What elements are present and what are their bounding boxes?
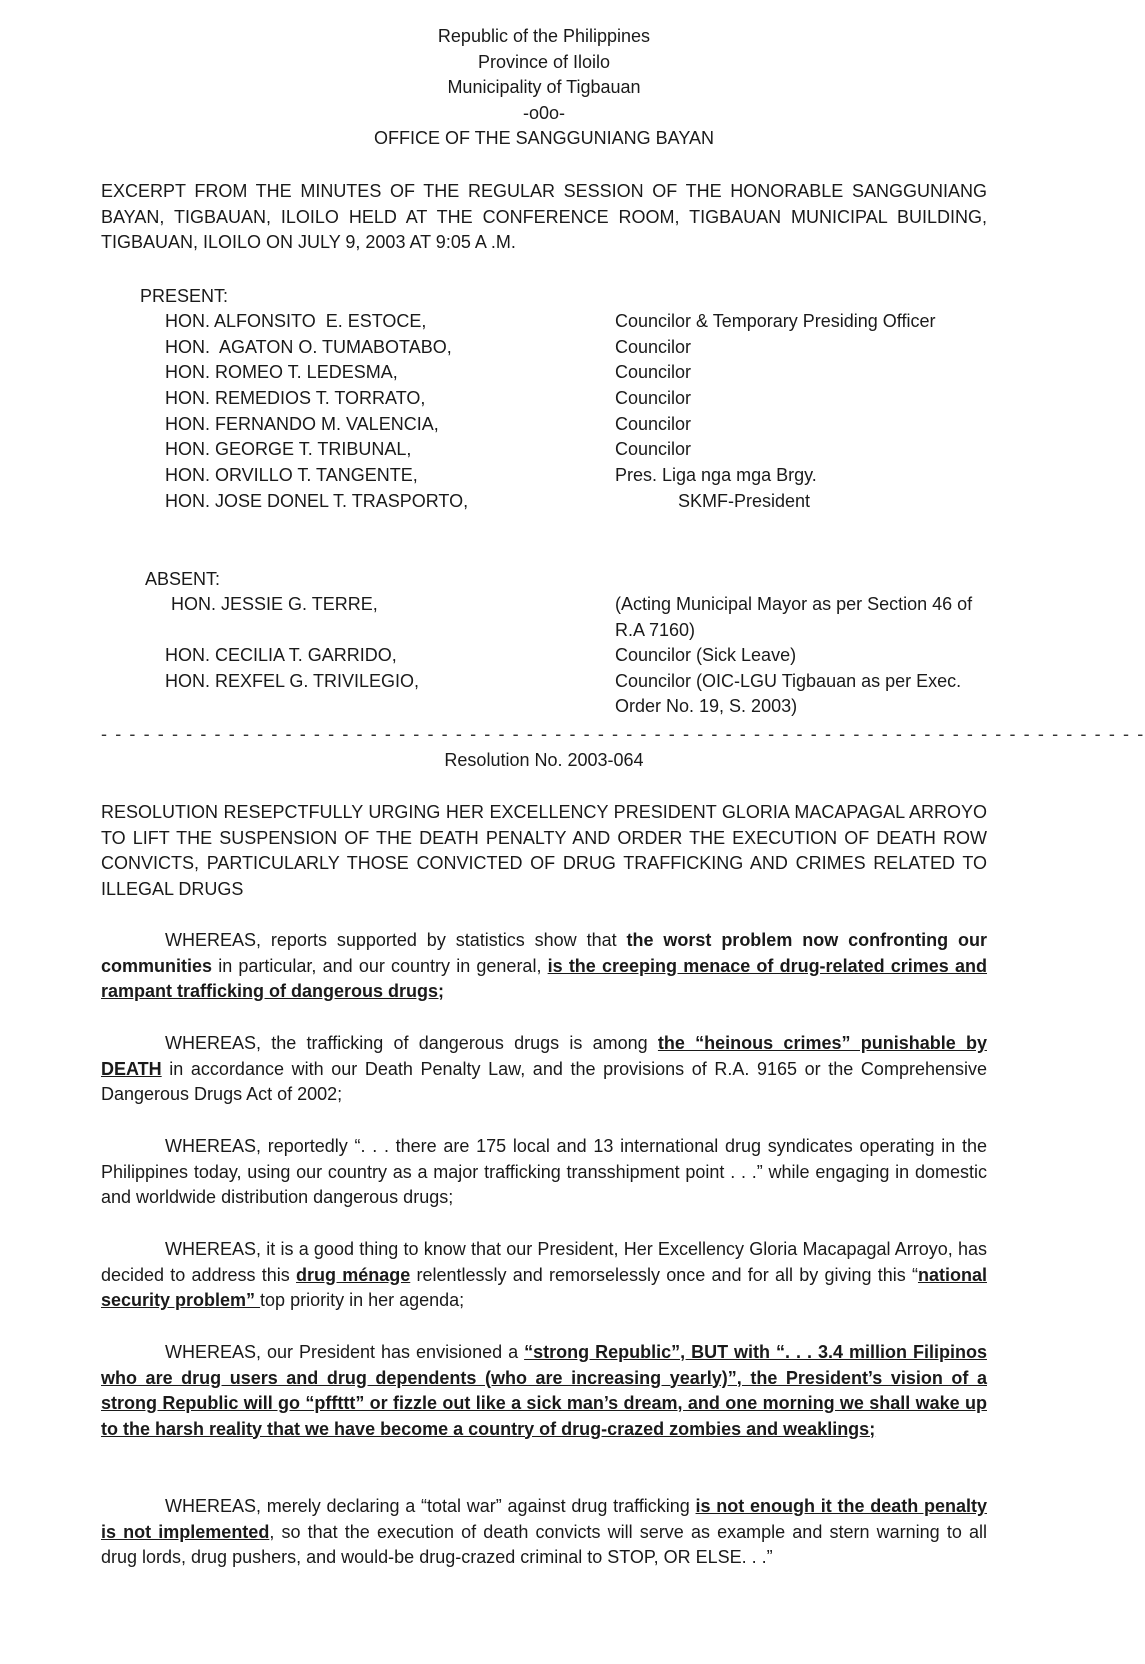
member-name: HON. JESSIE G. TERRE, bbox=[171, 594, 378, 614]
member-role: SKMF-President bbox=[678, 490, 811, 511]
clause-text: , so that the execution of death convicts will serve as example and stern warning to all drug lords, drug pushers, and would-be drug-crazed criminal to STOP, OR ELSE. . .” bbox=[101, 1521, 987, 1567]
member-name: HON. FERNANDO M. VALENCIA, bbox=[165, 413, 439, 434]
member-role: Pres. Liga nga mga Brgy. bbox=[615, 465, 817, 486]
present-list bbox=[165, 309, 1005, 515]
header-office: OFFICE OF THE SANGGUNIANG BAYAN bbox=[373, 128, 715, 148]
absent-member bbox=[165, 592, 1005, 643]
clause-text: top priority in her agenda; bbox=[260, 1290, 465, 1310]
whereas-clause-4 bbox=[101, 1237, 987, 1314]
clause-emphasis-underlined: is not enough it the death penalty is not implemented bbox=[101, 1496, 987, 1542]
clause-text: WHEREAS, the trafficking of dangerous drugs is among bbox=[165, 1033, 658, 1053]
minutes-excerpt: EXCERPT FROM THE MINUTES OF THE REGULAR SESSION OF THE HONORABLE SANGGUNIANG BAYAN, TIGBAUAN, ILOILO HELD AT THE CONFERENCE ROOM, TIGBAUAN MUNICIPAL BUILDING, TIGBAUAN, ILOILO ON JULY 9, 2003 AT 9:05 A .M. bbox=[101, 181, 987, 252]
member-role: Councilor bbox=[615, 388, 692, 409]
clause-text: WHEREAS, it is a good thing to know that our President, Her Excellency Gloria Macapagal Arroyo, has decided to address this bbox=[101, 1239, 987, 1285]
header-republic: Republic of the Philippines bbox=[437, 26, 651, 46]
member-role: Councilor bbox=[615, 362, 692, 383]
whereas-clause-3 bbox=[101, 1134, 987, 1211]
member-role: Councilor (OIC-LGU Tigbauan as per Exec. Order No. 19, S. 2003) bbox=[615, 670, 962, 717]
header-separator: -o0o- bbox=[522, 102, 566, 123]
member-name: HON. ROMEO T. LEDESMA, bbox=[165, 362, 398, 383]
member-name: HON. AGATON O. TUMABOTABO, bbox=[165, 336, 452, 357]
member-name: HON. GEORGE T. TRIBUNAL, bbox=[165, 439, 412, 460]
member-role: Councilor & Temporary Presiding Officer bbox=[615, 311, 936, 331]
present-member bbox=[165, 489, 1005, 515]
present-member bbox=[165, 386, 1005, 412]
present-label: PRESENT: bbox=[140, 286, 229, 306]
member-name: HON. CECILIA T. GARRIDO, bbox=[165, 645, 397, 665]
present-member bbox=[165, 463, 1005, 489]
clause-emphasis-underlined: the “heinous crimes” punishable by DEATH bbox=[101, 1033, 987, 1079]
member-role: Councilor bbox=[615, 336, 692, 357]
member-name: HON. ALFONSITO E. ESTOCE, bbox=[165, 311, 427, 331]
present-member bbox=[165, 412, 1005, 438]
clause-emphasis-underlined: drug ménage bbox=[296, 1264, 411, 1285]
whereas-clause-2 bbox=[101, 1031, 987, 1108]
resolution-title: RESOLUTION RESEPCTFULLY URGING HER EXCELLENCY PRESIDENT GLORIA MACAPAGAL ARROYO TO LIFT THE SUSPENSION OF THE DEATH PENALTY AND ORDER THE EXECUTION OF DEATH ROW CONVICTS, PARTICULARLY THOSE CONVICTED OF DRUG TRAFFICKING AND CRIMES RELATED TO ILLEGAL DRUGS bbox=[101, 802, 987, 899]
document-header bbox=[0, 24, 1088, 152]
absent-member bbox=[165, 643, 1005, 669]
member-role: Councilor (Sick Leave) bbox=[615, 645, 797, 665]
clause-text: WHEREAS, merely declaring a “total war” against drug trafficking bbox=[165, 1496, 696, 1516]
member-role: Councilor bbox=[615, 439, 692, 460]
clause-text: in particular, and our country in general, bbox=[212, 955, 548, 976]
whereas-clause-5 bbox=[101, 1340, 987, 1442]
member-name: HON. REXFEL G. TRIVILEGIO, bbox=[165, 670, 420, 691]
header-province: Province of Iloilo bbox=[477, 51, 611, 72]
present-member bbox=[165, 360, 1005, 386]
section-divider: - - - - - - - - - - - - - - - - - - - - - - - - - - - - - - - - - - - - - - - - - - - - - - - - - - - - - - - - - - - - - - - - - - - - - - - - - - bbox=[101, 724, 1145, 744]
clause-text: WHEREAS, reportedly “. . . there are 175 local and 13 international drug syndicates operating in the Philippines today, using our country as a major trafficking transshipment point . . .” while engaging in domestic and worldwide distribution dangerous drugs; bbox=[101, 1136, 987, 1207]
clause-text: WHEREAS, our President has envisioned a bbox=[165, 1342, 525, 1362]
present-member bbox=[165, 309, 1005, 335]
member-role: (Acting Municipal Mayor as per Section 46 of R.A 7160) bbox=[615, 594, 973, 640]
clause-text: relentlessly and remorselessly once and for all by giving this “ bbox=[410, 1264, 918, 1285]
clause-text: WHEREAS, reports supported by statistics show that bbox=[165, 930, 627, 950]
present-member bbox=[165, 437, 1005, 463]
member-role: Councilor bbox=[615, 413, 692, 434]
absent-list bbox=[165, 592, 1005, 720]
clause-emphasis-underlined: is the creeping menace of drug-related crimes and rampant trafficking of dangerous drugs; bbox=[101, 955, 987, 1001]
header-municipality: Municipality of Tigbauan bbox=[447, 77, 641, 97]
member-name: HON. JOSE DONEL T. TRASPORTO, bbox=[165, 490, 469, 511]
clause-emphasis: the worst problem now confronting our communities bbox=[101, 930, 987, 976]
member-name: HON. REMEDIOS T. TORRATO, bbox=[165, 388, 426, 409]
absent-member bbox=[165, 669, 1005, 720]
absent-label: ABSENT: bbox=[145, 569, 221, 589]
whereas-clause-1 bbox=[101, 928, 987, 1005]
clause-emphasis-underlined: “strong Republic”, BUT with “. . . 3.4 million Filipinos who are drug users and drug dependents (who are increasing yearly)”, the President’s vision of a strong Republic will go “pffttt” or fizzle out like a sick man’s dream, and one morning we shall wake up to the harsh reality that we have become a country of drug-crazed zombies and weaklings; bbox=[101, 1342, 987, 1439]
member-name: HON. ORVILLO T. TANGENTE, bbox=[165, 465, 418, 486]
clause-text: in accordance with our Death Penalty Law, and the provisions of R.A. 9165 or the Comprehensive Dangerous Drugs Act of 2002; bbox=[101, 1058, 987, 1104]
whereas-clause-6 bbox=[101, 1494, 987, 1571]
clause-emphasis-underlined: national security problem” bbox=[101, 1264, 987, 1310]
present-member bbox=[165, 335, 1005, 361]
resolution-number: Resolution No. 2003-064 bbox=[444, 750, 644, 770]
